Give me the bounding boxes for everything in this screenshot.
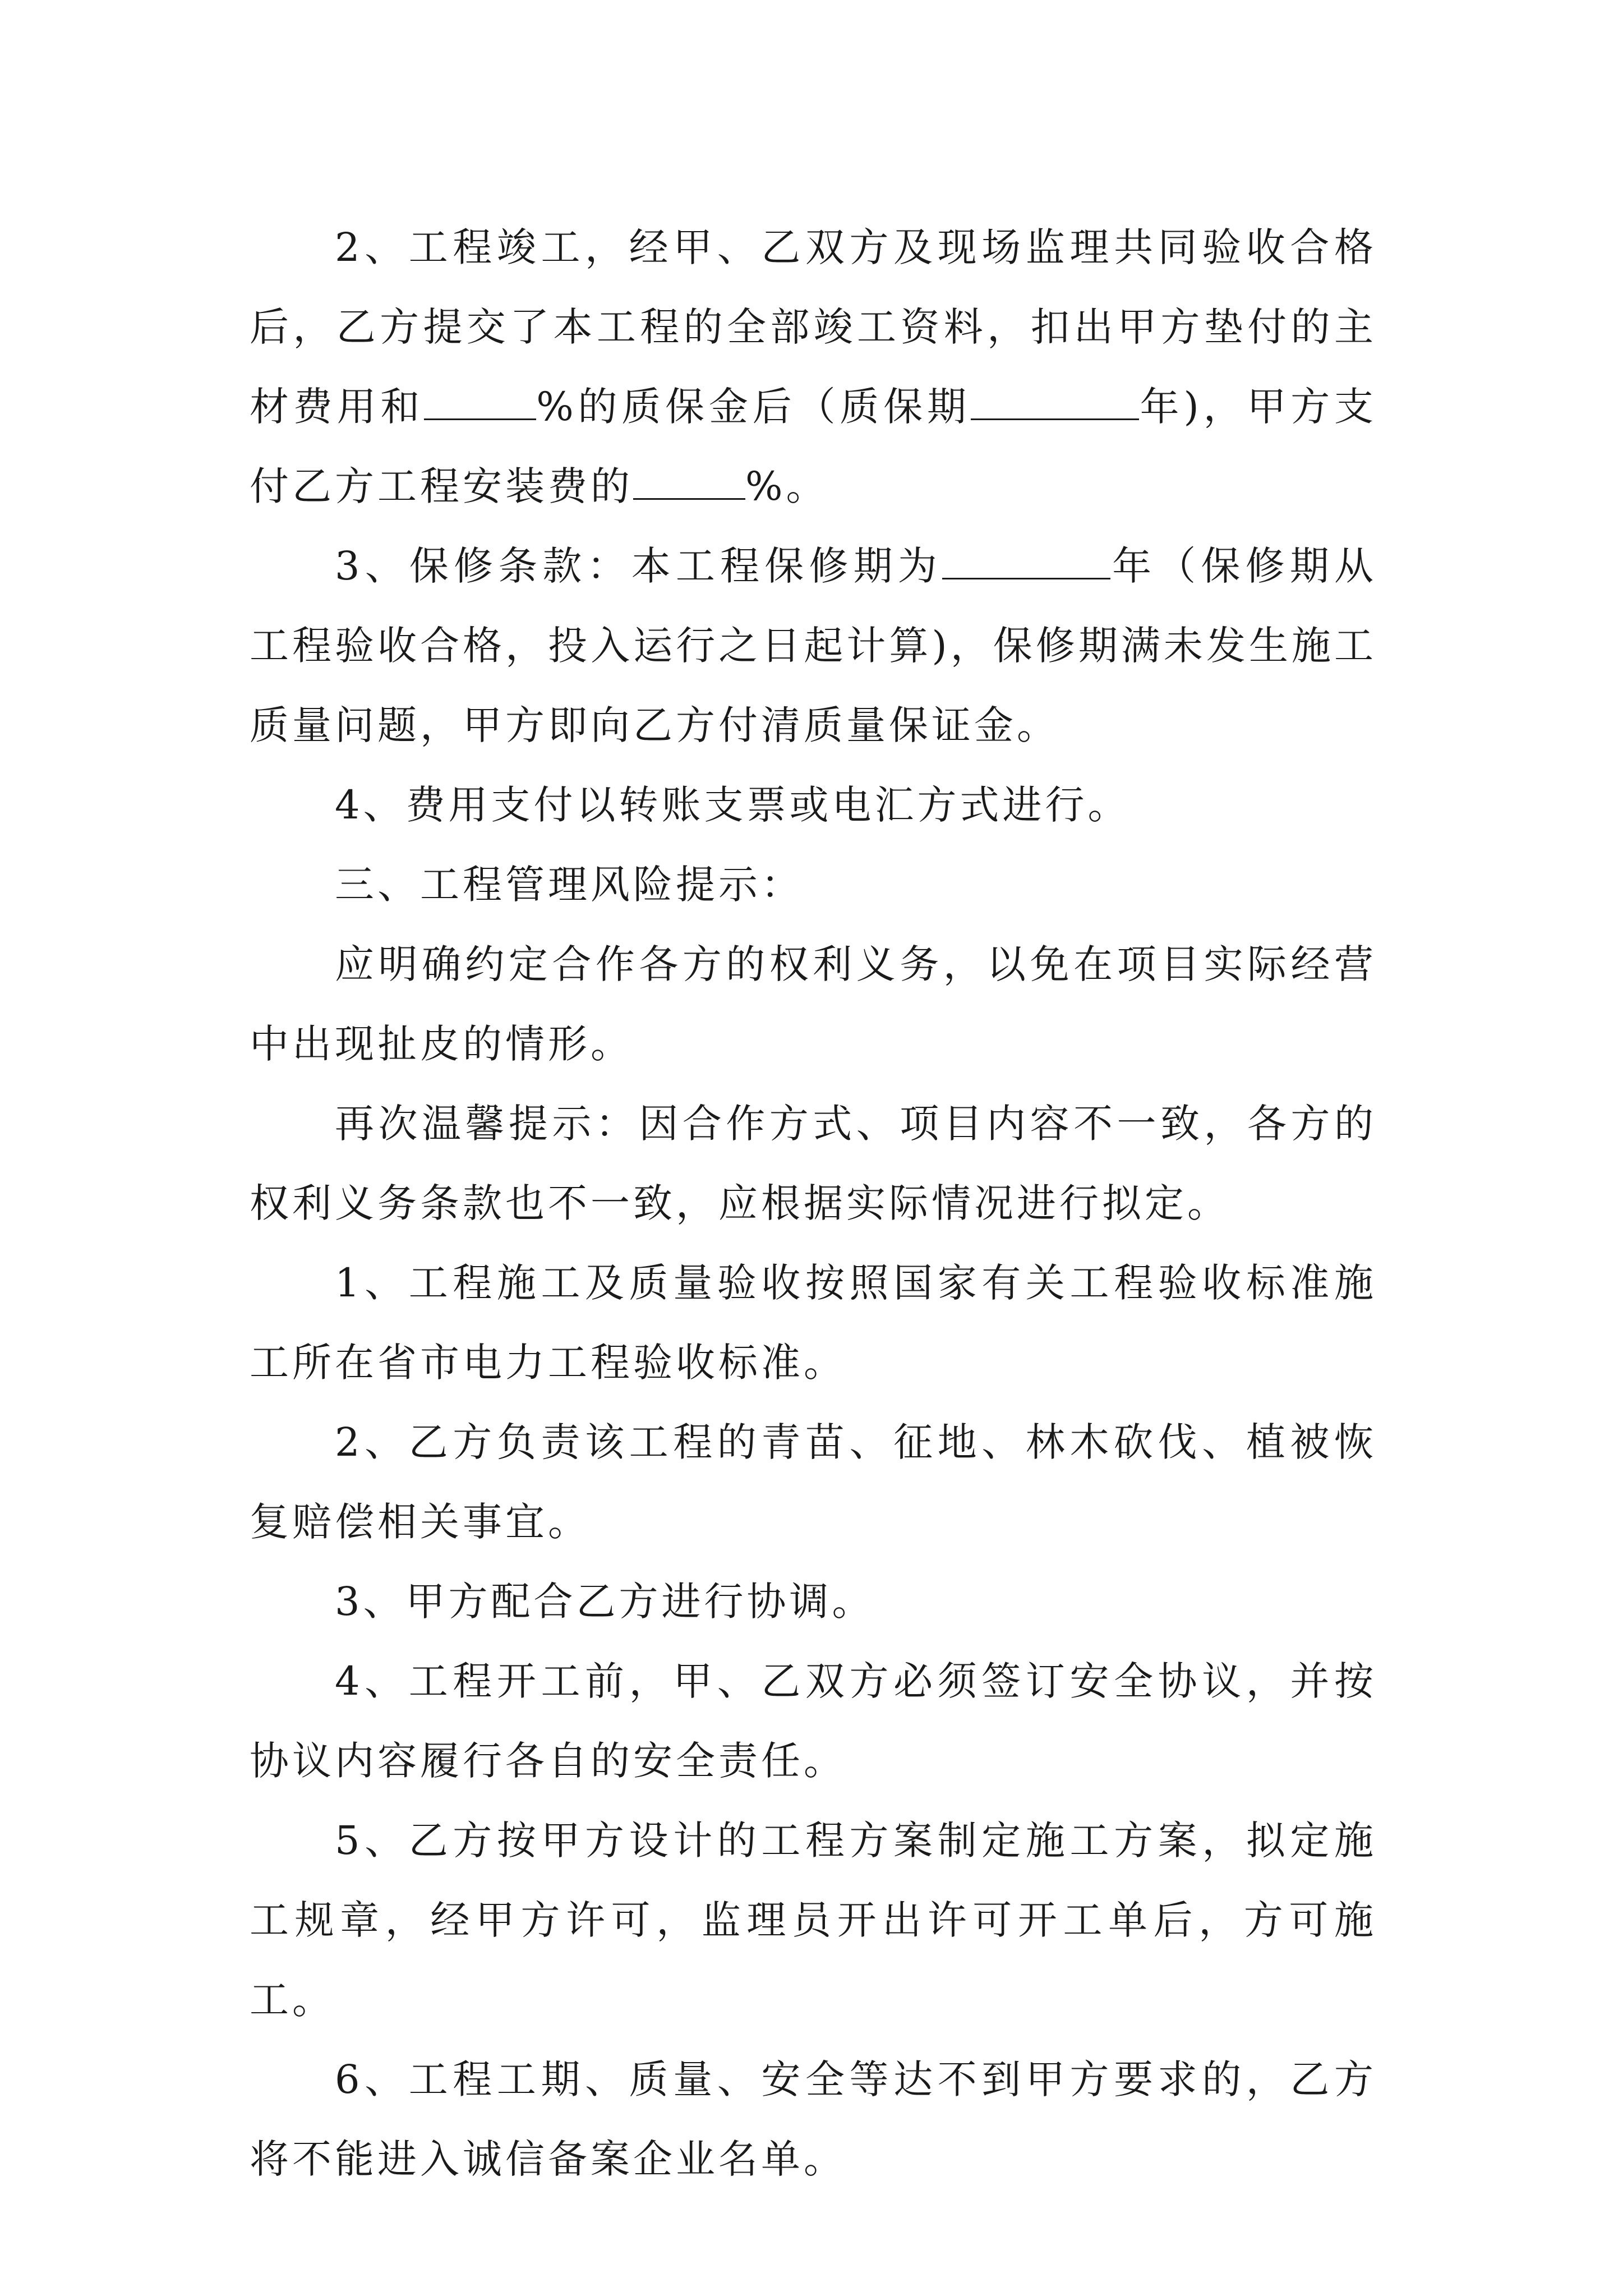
document-page <box>250 208 1377 2199</box>
blank-fill-line <box>942 544 1110 579</box>
paragraph-item-3: 3、甲方配合乙方进行协调。 <box>335 1579 875 1625</box>
paragraph-reminder: 再次温馨提示：因合作方式、项目内容不一致，各方的权利义务条款也不一致，应根据实际情况进行拟定。 <box>250 1101 1377 1226</box>
paragraph-text: %的质保金后（质保期 <box>536 384 971 430</box>
paragraph-completion-payment <box>250 208 1377 526</box>
paragraph-warranty <box>250 526 1377 765</box>
paragraph-payment-method: 4、费用支付以转账支票或电汇方式进行。 <box>335 782 1131 828</box>
blank-fill-line <box>633 464 745 500</box>
paragraph-text: %。 <box>745 463 829 509</box>
paragraph-item-4: 4、工程开工前，甲、乙双方必须签订安全协议，并按协议内容履行各自的安全责任。 <box>250 1658 1377 1784</box>
blank-fill-line <box>424 385 536 420</box>
paragraph-item-6: 6、工程工期、质量、安全等达不到甲方要求的，乙方将不能进入诚信备案企业名单。 <box>250 2056 1377 2182</box>
paragraph-item-5: 5、乙方按甲方设计的工程方案制定施工方案，拟定施工规章，经甲方许可，监理员开出许可开工单后，方可施工。 <box>250 1818 1377 2023</box>
paragraph-text: 2、工程竣工，经甲、乙双方及现场监理共同验收合格后，乙方提交了本工程的全部竣工资料，扣出甲方垫付的主材费用和 <box>250 224 1377 430</box>
paragraph-risk-note: 应明确约定合作各方的权利义务，以免在项目实际经营中出现扯皮的情形。 <box>250 941 1377 1067</box>
paragraph-text: 年)，甲方支付乙方工程安装费的 <box>250 384 1377 509</box>
paragraph-text: 3、保修条款：本工程保修期为 <box>335 543 942 589</box>
paragraph-item-2: 2、乙方负责该工程的青苗、征地、林木砍伐、植被恢复赔偿相关事宜。 <box>250 1419 1377 1545</box>
paragraph-text: 年（保修期从工程验收合格，投入运行之日起计算)，保修期满未发生施工质量问题，甲方即向乙方付清质量保证金。 <box>250 543 1377 748</box>
section-heading-risk: 三、工程管理风险提示： <box>335 862 804 908</box>
blank-fill-line <box>971 385 1139 420</box>
paragraph-item-1: 1、工程施工及质量验收按照国家有关工程验收标准施工所在省市电力工程验收标准。 <box>250 1260 1377 1386</box>
